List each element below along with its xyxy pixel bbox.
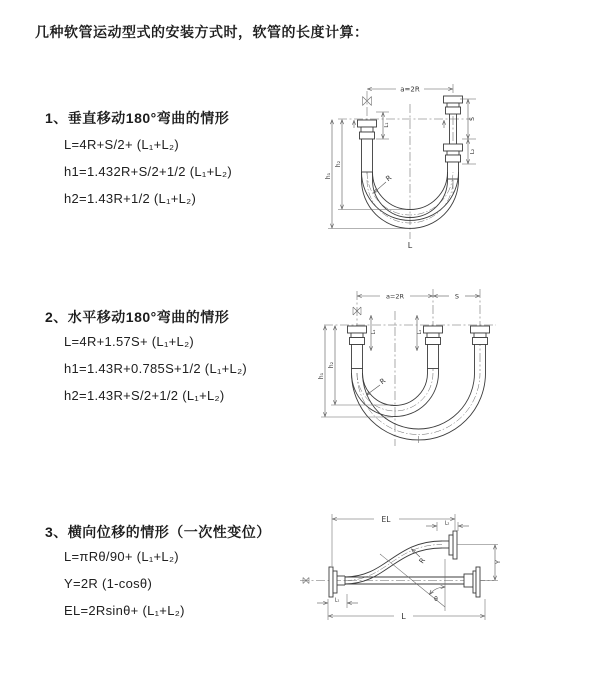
section-2-formula-h2: h2=1.43R+S/2+1/2 (L₁+L₂) [64, 388, 225, 403]
d1-l-label: L [407, 241, 413, 250]
d2-centerlines [324, 289, 496, 446]
d3-theta-label: θ [434, 596, 438, 603]
diagram-horizontal-180-bend [308, 281, 592, 456]
d2-h2-label: h₂ [328, 361, 335, 369]
d2-r-label: R [378, 376, 388, 387]
section-2-heading: 2、水平移动180°弯曲的情形 [45, 309, 230, 325]
section-3-formula-l: L=πRθ/90+ (L₁+L₂) [64, 549, 179, 564]
d2-dim-l1-l2 [371, 316, 423, 351]
d2-hose-bends [352, 369, 486, 440]
d1-fixed-end-fitting [358, 120, 377, 172]
section-1-formula-h1: h1=1.432R+S/2+1/2 (L₁+L₂) [64, 164, 232, 179]
d2-moving-end-fitting-pos1 [424, 326, 443, 369]
section-3-heading: 3、横向位移的情形（一次性变位） [45, 524, 271, 540]
d1-radius-callout [374, 174, 394, 193]
section-1-formula-l: L=4R+S/2+ (L₁+L₂) [64, 137, 179, 152]
d1-h1-label: h₁ [325, 172, 332, 180]
section-1-formula-h2: h2=1.43R+1/2 (L₁+L₂) [64, 191, 197, 206]
d1-l1-label: L₁ [384, 122, 390, 128]
d1-h2-label: h₂ [335, 160, 342, 168]
d3-l1-label: L₁ [334, 597, 340, 604]
section-2-formula-l: L=4R+1.57S+ (L₁+L₂) [64, 334, 195, 349]
d2-l2-label: L₂ [417, 329, 423, 335]
d3-l-label: L [401, 611, 406, 621]
d2-fixed-end-fitting [348, 326, 367, 369]
d3-displaced-end-flange [442, 531, 457, 559]
diagram-vertical-180-bend [310, 76, 590, 261]
d3-dim-l1 [317, 594, 358, 608]
d1-s-label: S [469, 117, 476, 121]
section-3-formula-el: EL=2Rsinθ+ (L₁+L₂) [64, 603, 185, 618]
page-title: 几种软管运动型式的安装方式时，软管的长度计算： [35, 24, 369, 40]
d3-dim-l [328, 599, 485, 621]
d2-dim-a2r-s [358, 292, 480, 300]
d1-dim-a2r [368, 86, 453, 94]
d1-dim-l1 [376, 112, 390, 139]
d3-dim-el [332, 514, 455, 566]
d3-r-label: R [417, 556, 428, 566]
d2-s-label: S [454, 292, 460, 301]
d3-hose-s-curve [345, 541, 442, 584]
d3-dim-l2 [426, 521, 469, 532]
d3-l2-label: L₂ [444, 520, 450, 527]
d2-l1-label: L₁ [371, 329, 377, 335]
section-3-formula-y: Y=2R (1-cosθ) [64, 576, 153, 591]
d2-radius-callout [367, 377, 388, 395]
d3-el-label: EL [381, 514, 391, 524]
diagram-lateral-displacement [298, 504, 600, 649]
d1-l2-label: L₂ [470, 148, 476, 155]
d1-a2r-label: a=2R [400, 85, 420, 94]
d3-angle-theta [380, 554, 445, 611]
d1-r-label: R [384, 173, 394, 184]
d3-fixed-end-flange [329, 567, 345, 597]
section-2-formula-h1: h1=1.43R+0.785S+1/2 (L₁+L₂) [64, 361, 248, 376]
d3-y-label: Y [494, 560, 502, 564]
d2-a2r-label: a=2R [385, 292, 405, 301]
section-1-heading: 1、垂直移动180°弯曲的情形 [45, 110, 230, 126]
d2-h1-label: h₁ [318, 372, 325, 380]
d3-original-position-pipe [345, 567, 480, 597]
